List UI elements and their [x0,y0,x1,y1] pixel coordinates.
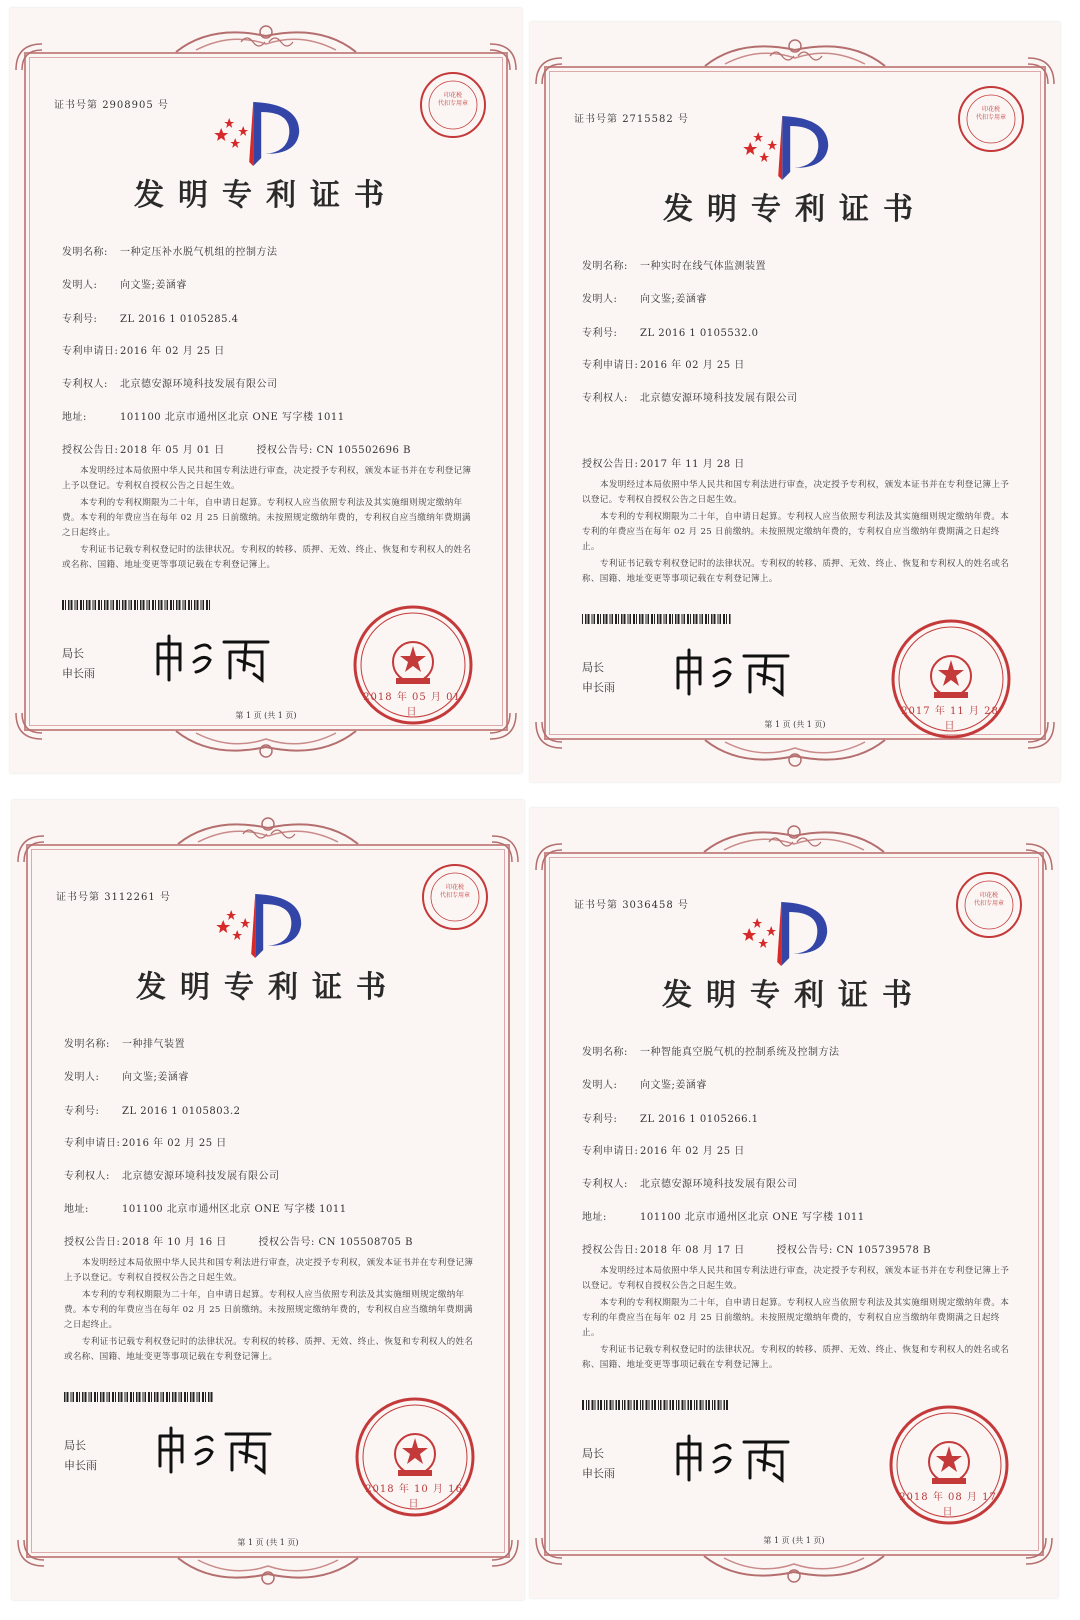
barcode-bar [155,600,156,610]
barcode-bar [100,1392,102,1402]
barcode-bar [658,1400,659,1410]
patent-number-row: 专利号: ZL 2016 1 0105803.2 [64,1106,241,1117]
page-number: 第 1 页 (共 1 页) [235,711,297,720]
director-signature-icon [670,1430,800,1486]
seal-date: 2018 年 10 月 16 日 [365,1484,463,1510]
barcode-bar [169,1392,170,1402]
barcode-bar [211,1392,213,1402]
barcode-bar [648,614,650,624]
barcode-bar [136,1392,138,1402]
barcode-bar [688,1400,690,1410]
corner-ornament-icon [14,42,44,72]
stamp-duty-seal-text: 印花税 代扣专用章 [439,884,470,899]
barcode-bar [703,1400,704,1410]
barcode-bar [657,614,659,624]
barcode-bar [612,614,614,624]
barcode-bar [140,600,142,610]
barcode-bar [201,600,202,610]
barcode-bar [606,1400,608,1410]
barcode-bar [618,1400,620,1410]
barcode-bar [67,1392,69,1402]
certificate-number: 证书号第 3112261 号 [56,892,171,903]
barcode-bar [94,1392,96,1402]
barcode-bar [720,614,722,624]
barcode-bar [71,1392,72,1402]
corner-ornament-icon [534,56,564,86]
barcode-bar [205,1392,206,1402]
apply-date-row: 专利申请日: 2016 年 02 月 25 日 [64,1138,227,1149]
director-name: 申长雨 [582,1467,615,1480]
barcode-bar [202,1392,204,1402]
barcode-bar [616,1400,618,1410]
barcode-bar [183,600,184,610]
seal-date: 2018 年 05 月 01 日 [363,692,461,718]
barcode-bar [199,1392,201,1402]
barcode-bar [122,600,124,610]
address-row: 地址: 101100 北京市通州区北京 ONE 写字楼 1011 [582,1212,865,1223]
barcode-bar [185,600,187,610]
barcode-bar [700,1400,702,1410]
barcode-bar [718,1400,720,1410]
director-signature-icon [670,644,800,700]
barcode-bar [610,1400,612,1410]
barcode-bar [729,614,731,624]
barcode-bar [670,1400,672,1410]
certificate-number: 证书号第 2715582 号 [574,114,689,125]
barcode-bar [62,600,64,610]
owner-row: 专利权人: 北京德安源环境科技发展有限公司 [64,1171,280,1182]
barcode-bar [678,614,680,624]
apply-date-row: 专利申请日: 2016 年 02 月 25 日 [582,1146,745,1157]
address-row: 地址: 101100 北京市通州区北京 ONE 写字楼 1011 [64,1204,347,1215]
barcode-bar [714,1400,716,1410]
barcode-bar [73,1392,75,1402]
barcode-bar [592,1400,594,1410]
barcode-bar [103,1392,105,1402]
barcode-bar [684,614,686,624]
barcode-bar [592,614,593,624]
barcode-bar [187,1392,188,1402]
barcode-icon [582,614,732,624]
page-number: 第 1 页 (共 1 页) [237,1538,299,1547]
barcode-bar [133,1392,134,1402]
bottom-ornament-icon [699,1552,889,1586]
barcode-bar [682,1400,684,1410]
barcode-bar [618,614,619,624]
barcode-bar [718,614,719,624]
barcode-bar [80,600,82,610]
page-number: 第 1 页 (共 1 页) [763,1536,825,1545]
barcode-bar [127,1392,129,1402]
barcode-bar [700,614,701,624]
barcode-bar [586,1400,587,1410]
barcode-bar [79,1392,80,1402]
barcode-bar [706,1400,708,1410]
cnipa-logo-icon [213,98,309,168]
barcode-bar [664,1400,666,1410]
top-ornament-icon [700,36,890,70]
barcode-bar [166,1392,168,1402]
page-number: 第 1 页 (共 1 页) [764,720,826,729]
director-title: 局长 [582,1447,604,1460]
barcode-bar [624,1400,626,1410]
barcode-bar [585,614,587,624]
barcode-bar [118,1392,120,1402]
barcode-bar [107,600,109,610]
corner-ornament-icon [1026,56,1056,86]
barcode-bar [685,1400,686,1410]
barcode-bar [696,1400,698,1410]
barcode-bar [600,1400,602,1410]
barcode-bar [151,1392,152,1402]
barcode-bar [147,600,148,610]
barcode-bar [690,1400,692,1410]
barcode-bar [129,600,130,610]
barcode-bar [690,614,691,624]
director-block [62,644,95,684]
invention-name-row: 发明名称: 一种定压补水脱气机组的控制方法 [62,247,278,258]
barcode-bar [161,600,163,610]
barcode-bar [693,614,695,624]
barcode-bar [137,600,138,610]
certificate-body-text: 本发明经过本局依照中华人民共和国专利法进行审查，决定授予专利权，颁发本证书并在专利登记簿上予以登记。专利权自授权公告之日起生效。 本专利的专利权期限为二十年，自申请日起算。专利权人应当依照专利法及其实施细则规定缴纳年费。本专利的年费应当在每年 02 月 25 日前缴纳。未按照规定缴纳年费的，专利权自应当缴纳年费期满之日起终止。 专利证书记载专利权登记时的法律状况。专利权的转移、质押、无效、终止、恢复和专利权人的姓名或名称、国籍、地址变更等事项记载在专利登记簿上。 [64,1258,474,1362]
barcode-bar [112,1392,114,1402]
barcode-bar [173,600,174,610]
barcode-bar [104,600,106,610]
invention-name-row: 发明名称: 一种智能真空脱气机的控制系统及控制方法 [582,1047,840,1058]
barcode-bar [206,600,208,610]
barcode-bar [639,614,641,624]
barcode-bar [726,614,727,624]
inventor-row: 发明人: 向文鉴;姜涵睿 [582,1080,707,1091]
barcode-bar [669,614,671,624]
barcode-bar [595,1400,596,1410]
barcode-bar [712,1400,713,1410]
barcode-bar [604,1400,605,1410]
barcode-bar [97,1392,98,1402]
director-title: 局长 [64,1439,86,1452]
barcode-bar [630,614,632,624]
corner-ornament-icon [534,842,564,872]
patent-certificate [10,8,522,773]
barcode-bar [145,1392,147,1402]
barcode-bar [115,1392,116,1402]
barcode-bar [65,600,66,610]
barcode-bar [131,600,133,610]
barcode-bar [666,614,668,624]
barcode-bar [708,614,709,624]
barcode-bar [85,1392,87,1402]
barcode-bar [170,600,172,610]
barcode-bar [165,600,166,610]
barcode-bar [121,1392,123,1402]
patent-number-row: 专利号: ZL 2016 1 0105285.4 [62,314,239,325]
barcode-bar [193,1392,195,1402]
barcode-bar [651,614,653,624]
barcode-bar [197,1392,198,1402]
certificate-title: 发明专利证书 [662,978,926,1013]
barcode-bar [711,614,713,624]
barcode-bar [134,600,136,610]
apply-date-row: 专利申请日: 2016 年 02 月 25 日 [582,360,745,371]
barcode-bar [76,1392,78,1402]
publication-row: 授权公告日: 2017 年 11 月 28 日 [582,459,745,470]
barcode-bar [152,600,154,610]
barcode-bar [646,1400,648,1410]
barcode-bar [672,1400,674,1410]
barcode-bar [634,1400,636,1410]
barcode-bar [167,600,169,610]
barcode-bar [71,600,73,610]
barcode-bar [664,614,665,624]
patent-certificate [12,800,524,1600]
barcode-bar [203,600,205,610]
bottom-ornament-icon [173,1554,363,1588]
barcode-bar [724,1400,726,1410]
invention-name-row: 发明名称: 一种实时在线气体监测装置 [582,261,766,272]
barcode-bar [149,600,151,610]
barcode-bar [101,600,102,610]
barcode-bar [660,1400,662,1410]
barcode-bar [708,1400,710,1410]
barcode-bar [179,600,181,610]
barcode-bar [594,614,596,624]
top-ornament-icon [173,814,363,848]
barcode-bar [107,1392,108,1402]
barcode-bar [615,614,617,624]
barcode-bar [143,1392,144,1402]
owner-row: 专利权人: 北京德安源环境科技发展有限公司 [62,379,278,390]
barcode-bar [613,1400,614,1410]
barcode-bar [161,1392,162,1402]
barcode-bar [95,600,97,610]
barcode-bar [68,600,70,610]
barcode-bar [660,614,662,624]
invention-name-row: 发明名称: 一种排气装置 [64,1039,185,1050]
barcode-bar [640,1400,641,1410]
stamp-duty-seal-text: 印花税 代扣专用章 [975,106,1006,121]
barcode-bar [89,1392,90,1402]
patent-certificate [530,808,1058,1598]
top-ornament-icon [171,22,361,56]
barcode-bar [197,600,199,610]
barcode-bar [667,1400,668,1410]
barcode-bar [157,1392,159,1402]
barcode-bar [675,614,677,624]
certificate-body-text: 本发明经过本局依照中华人民共和国专利法进行审查，决定授予专利权，颁发本证书并在专利登记簿上予以登记。专利权自授权公告之日起生效。 本专利的专利权期限为二十年，自申请日起算。专利权人应当依照专利法及其实施细则规定缴纳年费。本专利的年费应当在每年 02 月 25 日前缴纳。未按照规定缴纳年费的，专利权自应当缴纳年费期满之日起终止。 专利证书记载专利权登记时的法律状况。专利权的转移、质押、无效、终止、恢复和专利权人的姓名或名称、国籍、地址变更等事项记载在专利登记簿上。 [62,466,472,570]
director-name: 申长雨 [62,667,95,680]
barcode-bar [77,600,79,610]
inventor-row: 发明人: 向文鉴;姜涵睿 [582,294,707,305]
director-signature-icon [152,1422,282,1478]
barcode-bar [209,600,210,610]
barcode-bar [714,614,716,624]
barcode-bar [83,600,84,610]
publication-row: 授权公告日: 2018 年 08 月 17 日 授权公告号: CN 105739578 B [582,1245,931,1256]
cnipa-logo-icon [215,890,311,960]
stamp-duty-seal-text: 印花税 代扣专用章 [437,92,468,107]
owner-row: 专利权人: 北京德安源环境科技发展有限公司 [582,1179,798,1190]
barcode-bar [89,600,91,610]
barcode-bar [687,614,689,624]
corner-ornament-icon [490,834,520,864]
patent-certificate [530,22,1060,782]
barcode-bar [111,600,112,610]
barcode-bar [130,1392,132,1402]
barcode-bar [143,600,145,610]
barcode-icon [62,600,212,610]
barcode-bar [702,614,704,624]
barcode-bar [93,600,94,610]
barcode-bar [636,1400,638,1410]
certificate-title: 发明专利证书 [663,192,927,227]
apply-date-row: 专利申请日: 2016 年 02 月 25 日 [62,346,225,357]
barcode-bar [64,1392,66,1402]
barcode-icon [582,1400,732,1410]
barcode-bar [582,614,583,624]
inventor-row: 发明人: 向文鉴;姜涵睿 [64,1072,189,1083]
director-block [582,658,615,698]
corner-ornament-icon [16,834,46,864]
barcode-bar [603,614,605,624]
barcode-bar [582,1400,584,1410]
corner-ornament-icon [488,42,518,72]
barcode-bar [723,614,725,624]
patent-number-row: 专利号: ZL 2016 1 0105532.0 [582,328,759,339]
barcode-bar [636,614,637,624]
barcode-bar [184,1392,186,1402]
barcode-bar [600,614,601,624]
barcode-bar [119,600,120,610]
barcode-bar [726,1400,728,1410]
certificate-body-text: 本发明经过本局依照中华人民共和国专利法进行审查，决定授予专利权，颁发本证书并在专利登记簿上予以登记。专利权自授权公告之日起生效。 本专利的专利权期限为二十年，自申请日起算。专利权人应当依照专利法及其实施细则规定缴纳年费。本专利的年费应当在每年 02 月 25 日前缴纳。未按照规定缴纳年费的，专利权自应当缴纳年费期满之日起终止。 专利证书记载专利权登记时的法律状况。专利权的转移、质押、无效、终止、恢复和专利权人的姓名或名称、国籍、地址变更等事项记载在专利登记簿上。 [582,480,1010,584]
barcode-bar [176,600,178,610]
barcode-bar [181,1392,183,1402]
barcode-bar [597,614,599,624]
barcode-bar [172,1392,174,1402]
stamp-duty-seal-text: 印花税 代扣专用章 [973,892,1004,907]
seal-date: 2018 年 08 月 17 日 [899,1492,997,1518]
barcode-icon [64,1392,214,1402]
barcode-bar [163,1392,165,1402]
barcode-bar [148,1392,150,1402]
barcode-bar [622,1400,623,1410]
barcode-bar [82,1392,84,1402]
barcode-bar [672,614,673,624]
barcode-bar [628,614,629,624]
cnipa-logo-icon [742,112,838,182]
barcode-bar [75,600,76,610]
barcode-bar [116,600,118,610]
barcode-bar [188,600,190,610]
barcode-bar [154,1392,156,1402]
barcode-bar [139,1392,141,1402]
corner-ornament-icon [1024,842,1054,872]
publication-row: 授权公告日: 2018 年 10 月 16 日 授权公告号: CN 105508705 B [64,1237,413,1248]
top-ornament-icon [699,822,889,856]
barcode-bar [610,614,611,624]
barcode-bar [86,600,88,610]
barcode-bar [678,1400,680,1410]
certificate-title: 发明专利证书 [136,970,400,1005]
certificate-title: 发明专利证书 [134,178,398,213]
barcode-bar [721,1400,722,1410]
certificate-body-text: 本发明经过本局依照中华人民共和国专利法进行审查，决定授予专利权，颁发本证书并在专利登记簿上予以登记。专利权自授权公告之日起生效。 本专利的专利权期限为二十年，自申请日起算。专利权人应当依照专利法及其实施细则规定缴纳年费。本专利的年费应当在每年 02 月 25 日前缴纳。未按照规定缴纳年费的，专利权自应当缴纳年费期满之日起终止。 专利证书记载专利权登记时的法律状况。专利权的转移、质押、无效、终止、恢复和专利权人的姓名或名称、国籍、地址变更等事项记载在专利登记簿上。 [582,1266,1010,1370]
director-block [64,1436,97,1476]
barcode-bar [682,614,683,624]
barcode-bar [598,1400,600,1410]
director-block [582,1444,615,1484]
barcode-bar [179,1392,180,1402]
inventor-row: 发明人: 向文鉴;姜涵睿 [62,280,187,291]
seal-date: 2017 年 11 月 28 日 [901,706,999,732]
cnipa-logo-icon [741,898,837,968]
director-signature-icon [150,630,280,686]
barcode-bar [642,614,644,624]
barcode-bar [606,614,608,624]
barcode-bar [631,1400,632,1410]
barcode-bar [633,614,635,624]
director-name: 申长雨 [64,1459,97,1472]
barcode-bar [113,600,115,610]
barcode-bar [175,1392,177,1402]
director-title: 局长 [62,647,84,660]
barcode-bar [190,1392,192,1402]
publication-row: 授权公告日: 2018 年 05 月 01 日 授权公告号: CN 105502696 B [62,445,411,456]
barcode-bar [654,614,655,624]
barcode-bar [696,614,698,624]
barcode-bar [125,600,127,610]
barcode-bar [208,1392,210,1402]
barcode-bar [91,1392,93,1402]
barcode-bar [621,614,623,624]
barcode-bar [642,1400,644,1410]
barcode-bar [588,614,590,624]
barcode-bar [652,1400,654,1410]
barcode-bar [191,600,192,610]
bottom-ornament-icon [171,727,361,761]
barcode-bar [654,1400,656,1410]
barcode-bar [705,614,707,624]
barcode-bar [194,600,196,610]
owner-row: 专利权人: 北京德安源环境科技发展有限公司 [582,393,798,404]
address-row: 地址: 101100 北京市通州区北京 ONE 写字楼 1011 [62,412,345,423]
director-name: 申长雨 [582,681,615,694]
barcode-bar [694,1400,695,1410]
barcode-bar [676,1400,677,1410]
barcode-bar [646,614,647,624]
patent-number-row: 专利号: ZL 2016 1 0105266.1 [582,1114,759,1125]
barcode-bar [125,1392,126,1402]
barcode-bar [649,1400,650,1410]
bottom-ornament-icon [700,736,890,770]
barcode-bar [624,614,626,624]
barcode-bar [109,1392,111,1402]
director-title: 局长 [582,661,604,674]
certificate-number: 证书号第 2908905 号 [54,100,169,111]
barcode-bar [158,600,160,610]
barcode-bar [98,600,100,610]
certificate-number: 证书号第 3036458 号 [574,900,689,911]
barcode-bar [628,1400,630,1410]
barcode-bar [588,1400,590,1410]
